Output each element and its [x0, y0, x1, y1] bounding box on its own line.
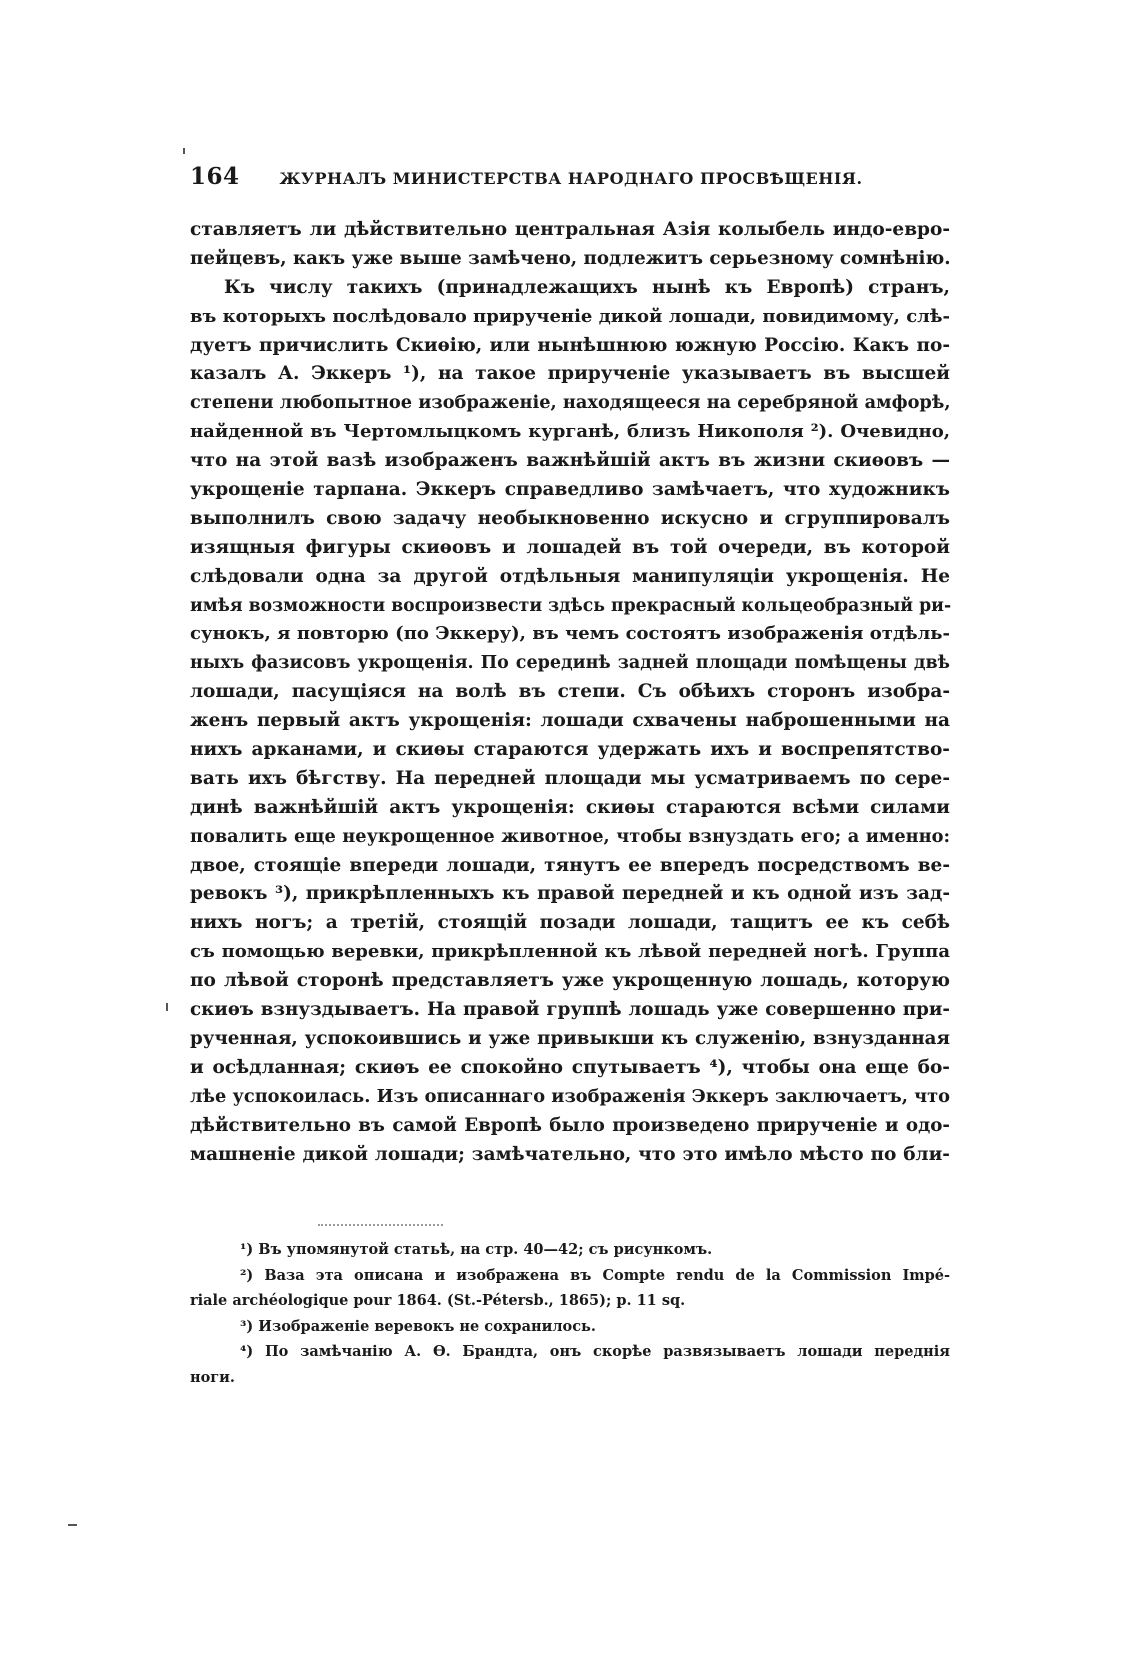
text-line: нихъ арканами, и скиѳы стараются удержать ихъ и воспрепятство- — [190, 739, 950, 761]
text-line: пейцевъ, какъ уже выше замѣчено, подлежитъ серьезному сомнѣнію. — [190, 247, 951, 269]
running-head: ЖУРНАЛЪ МИНИСТЕРСТВА НАРОДНАГО ПРОСВѢЩЕНІЯ. — [279, 169, 863, 188]
footnote-line: ноги. — [190, 1368, 235, 1386]
text-line: двое, стоящіе впереди лошади, тянутъ ее впередъ посредствомъ ве- — [190, 854, 950, 876]
text-line: рученная, успокоившись и уже привыкши къ служенію, взнузданная — [190, 1027, 950, 1049]
scan-mark — [166, 1003, 168, 1011]
text-line: выполнилъ свою задачу необыкновенно искусно и сгруппировалъ — [190, 507, 950, 529]
footnotes — [190, 1237, 950, 1390]
text-line: и осѣдланная; скиѳъ ее спокойно спутываетъ ⁴), чтобы она еще бо- — [190, 1056, 950, 1078]
text-line: въ которыхъ послѣдовало прирученіе дикой лошади, повидимому, слѣ- — [190, 305, 950, 327]
footnote-line: ⁴) По замѣчанію А. Ѳ. Брандта, онъ скорѣе развязываетъ лошади переднія — [240, 1343, 950, 1360]
text-line: лѣе успокоилась. Изъ описаннаго изображенія Эккеръ заключаетъ, что — [190, 1085, 950, 1107]
text-line: найденной въ Чертомлыцкомъ курганѣ, близъ Никополя ²). Очевидно, — [190, 421, 950, 443]
text-line: изящныя фигуры скиѳовъ и лошадей въ той очереди, въ которой — [190, 536, 950, 558]
body-text — [190, 216, 950, 1169]
text-line: съ помощью веревки, прикрѣпленной къ лѣвой передней ногѣ. Группа — [190, 941, 950, 963]
text-line: динѣ важнѣйшій актъ укрощенія: скиѳы стараются всѣми силами — [190, 796, 950, 818]
text-line: дѣйствительно въ самой Европѣ было произведено прирученіе и одо- — [190, 1114, 950, 1136]
text-line: укрощеніе тарпана. Эккеръ справедливо замѣчаетъ, что художникъ — [190, 479, 950, 501]
text-line: имѣя возможности воспроизвести здѣсь прекрасный кольцеобразный ри- — [190, 595, 952, 616]
text-line: что на этой вазѣ изображенъ важнѣйшій актъ въ жизни скиѳовъ — — [190, 450, 950, 472]
scan-mark — [68, 1524, 77, 1526]
text-line: ныхъ фазисовъ укрощенія. По серединѣ задней площади помѣщены двѣ — [190, 653, 950, 674]
text-line: лошади, пасущіяся на волѣ въ степи. Съ обѣихъ сторонъ изобра- — [190, 681, 950, 703]
footnote-line: ³) Изображеніе веревокъ не сохранилось. — [240, 1317, 596, 1335]
footnote-line: ²) Ваза эта описана и изображена въ Compte rendu de la Commission Impé- — [240, 1266, 950, 1284]
text-line: ставляетъ ли дѣйствительно центральная Азія колыбель индо-евро- — [190, 219, 950, 240]
footnote-line: ¹) Въ упомянутой статьѣ, на стр. 40—42; съ рисункомъ. — [240, 1241, 713, 1258]
text-line: машненіе дикой лошади; замѣчательно, что это имѣло мѣсто по бли- — [190, 1143, 950, 1165]
text-line: по лѣвой сторонѣ представляетъ уже укрощенную лошадь, которую — [190, 970, 950, 992]
text-line: Къ числу такихъ (принадлежащихъ нынѣ къ Европѣ) странъ, — [224, 276, 950, 298]
page-number: 164 — [190, 163, 240, 190]
text-line: слѣдовали одна за другой отдѣльныя манипуляціи укрощенія. Не — [190, 565, 950, 587]
text-line: скиѳъ взнуздываетъ. На правой группѣ лошадь уже совершенно при- — [190, 999, 950, 1021]
text-line: женъ первый актъ укрощенія: лошади схвачены наброшенными на — [190, 710, 950, 732]
text-line: повалить еще неукрощенное животное, чтобы взнуздать его; а именно: — [190, 825, 950, 847]
text-line: степени любопытное изображеніе, находящееся на серебряной амфорѣ, — [190, 392, 951, 414]
text-line: ревокъ ³), прикрѣпленныхъ къ правой передней и къ одной изъ зад- — [190, 883, 950, 905]
text-line: казалъ А. Эккеръ ¹), на такое прирученіе указываетъ въ высшей — [190, 363, 950, 385]
text-line: дуетъ причислить Скиѳію, или нынѣшнюю южную Россію. Какъ по- — [190, 334, 950, 356]
text-line: вать ихъ бѣгству. На передней площади мы усматриваемъ по сере- — [190, 767, 950, 789]
text-line: нихъ ногъ; а третій, стоящій позади лошади, тащитъ ее къ себѣ — [190, 912, 950, 934]
footnote-line: riale archéologique pour 1864. (St.-Pétersb., 1865); p. 11 sq. — [190, 1292, 686, 1309]
text-line: сунокъ, я повторю (по Эккеру), въ чемъ состоятъ изображенія отдѣль- — [190, 623, 950, 645]
page-header — [190, 163, 950, 190]
scan-mark — [183, 148, 185, 154]
footnote-separator — [318, 1224, 443, 1226]
